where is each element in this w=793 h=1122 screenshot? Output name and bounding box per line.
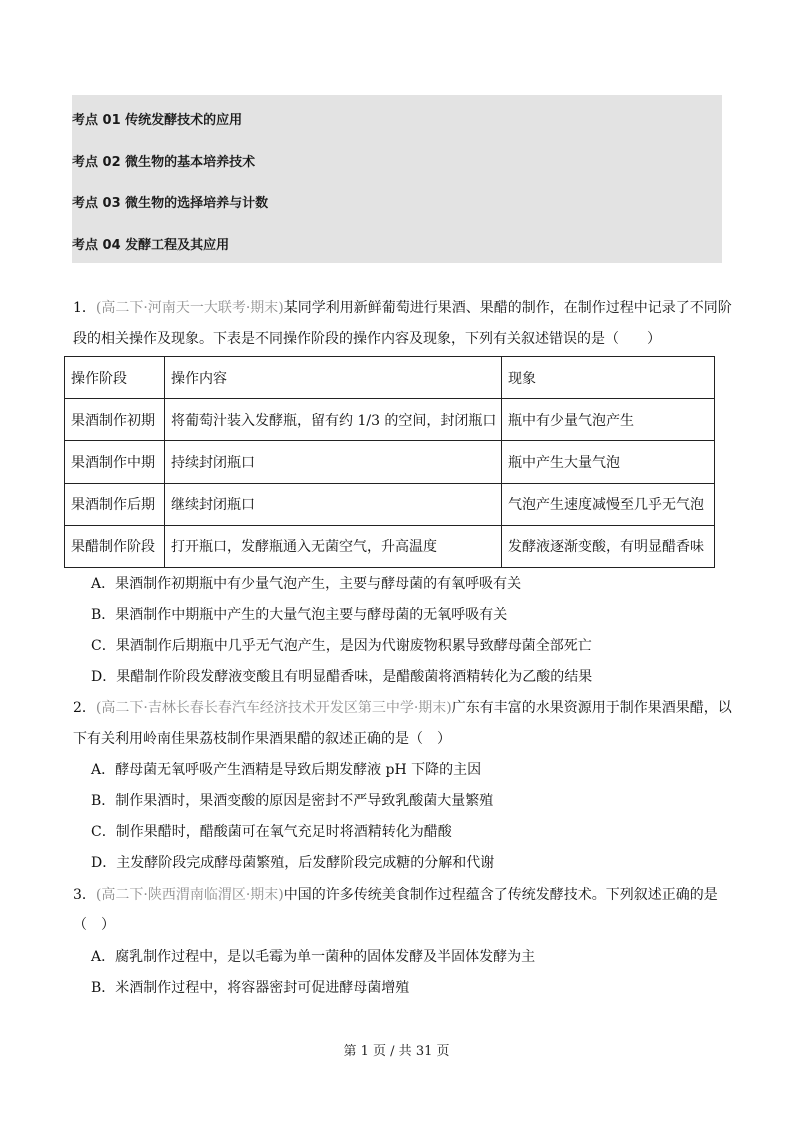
table-header-row — [65, 357, 715, 399]
question-3-stem-line-1 — [73, 885, 718, 905]
question-3-number: 3． — [73, 887, 96, 903]
question-1-option-a: A．果酒制作初期瓶中有少量气泡产生，主要与酵母菌的有氧呼吸有关 — [91, 576, 522, 592]
key-point-1: 考点 01 传统发酵技术的应用 — [72, 113, 243, 128]
table-cell: 操作阶段 — [65, 357, 165, 399]
table-cell: 继续封闭瓶口 — [165, 483, 502, 525]
question-1-option-c: C．果酒制作后期瓶中几乎无气泡产生，是因为代谢废物积累导致酵母菌全部死亡 — [91, 638, 592, 654]
question-2-stem-line-2: 下有关利用岭南佳果荔枝制作果酒果醋的叙述正确的是（ ） — [73, 731, 451, 747]
question-2-source: (高二下·吉林长春长春汽车经济技术开发区第三中学·期末) — [95, 700, 452, 716]
table-row — [65, 399, 715, 441]
question-2-option-a: A．酵母菌无氧呼吸产生酒精是导致后期发酵液 pH 下降的主因 — [91, 762, 482, 778]
table-cell: 果酒制作后期 — [65, 483, 165, 525]
question-1-stem-line-2: 段的相关操作及现象。下表是不同操作阶段的操作内容及现象，下列有关叙述错误的是（ ） — [73, 331, 661, 347]
table-cell: 气泡产生速度减慢至几乎无气泡 — [502, 483, 715, 525]
question-1-stem-text: 某同学利用新鲜葡萄进行果酒、果醋的制作，在制作过程中记录了不同阶 — [283, 300, 732, 316]
table-cell: 打开瓶口，发酵瓶通入无菌空气，升高温度 — [165, 525, 502, 567]
table-cell: 持续封闭瓶口 — [165, 441, 502, 483]
question-3-stem-text: 中国的许多传统美食制作过程蕴含了传统发酵技术。下列叙述正确的是 — [283, 887, 718, 903]
question-1-stem-line-1 — [73, 298, 732, 318]
question-3-option-b: B．米酒制作过程中，将容器密封可促进酵母菌增殖 — [91, 980, 410, 996]
table-row — [65, 483, 715, 525]
table-cell: 瓶中产生大量气泡 — [502, 441, 715, 483]
question-3-stem-line-2: （ ） — [73, 917, 115, 933]
question-1-source: (高二下·河南天一大联考·期末) — [95, 300, 284, 316]
table-cell: 瓶中有少量气泡产生 — [502, 399, 715, 441]
table-cell: 果酒制作初期 — [65, 399, 165, 441]
question-2-option-b: B．制作果酒时，果酒变酸的原因是密封不严导致乳酸菌大量繁殖 — [91, 793, 494, 809]
question-1-number: 1． — [73, 300, 96, 316]
question-3-source: (高二下·陕西渭南临渭区·期末) — [95, 887, 284, 903]
question-2-stem-text: 广东有丰富的水果资源用于制作果酒果醋，以 — [451, 700, 732, 716]
question-2-option-c: C．制作果醋时，醋酸菌可在氧气充足时将酒精转化为醋酸 — [91, 824, 452, 840]
table-cell: 发酵液逐渐变酸，有明显醋香味 — [502, 525, 715, 567]
question-1-option-d: D．果醋制作阶段发酵液变酸且有明显醋香味，是醋酸菌将酒精转化为乙酸的结果 — [91, 669, 593, 685]
question-1-option-b: B．果酒制作中期瓶中产生的大量气泡主要与酵母菌的无氧呼吸有关 — [91, 607, 508, 623]
key-point-4: 考点 04 发酵工程及其应用 — [72, 238, 230, 253]
table-cell: 果酒制作中期 — [65, 441, 165, 483]
table-cell: 操作内容 — [165, 357, 502, 399]
table-row — [65, 441, 715, 483]
table-row — [65, 525, 715, 567]
table-cell: 果醋制作阶段 — [65, 525, 165, 567]
question-3-option-a: A．腐乳制作过程中，是以毛霉为单一菌种的固体发酵及半固体发酵为主 — [91, 949, 536, 965]
question-1-table — [64, 356, 715, 568]
question-2-stem-line-1 — [73, 698, 732, 718]
page-footer: 第 1 页 / 共 31 页 — [343, 1044, 450, 1059]
question-2-number: 2． — [73, 700, 96, 716]
question-2-option-d: D．主发酵阶段完成酵母菌繁殖，后发酵阶段完成糖的分解和代谢 — [91, 855, 495, 871]
table-cell: 现象 — [502, 357, 715, 399]
key-point-2: 考点 02 微生物的基本培养技术 — [72, 155, 256, 170]
key-points-box — [72, 95, 722, 263]
key-point-3: 考点 03 微生物的选择培养与计数 — [72, 196, 269, 211]
table-cell: 将葡萄汁装入发酵瓶，留有约 1/3 的空间，封闭瓶口 — [165, 399, 502, 441]
